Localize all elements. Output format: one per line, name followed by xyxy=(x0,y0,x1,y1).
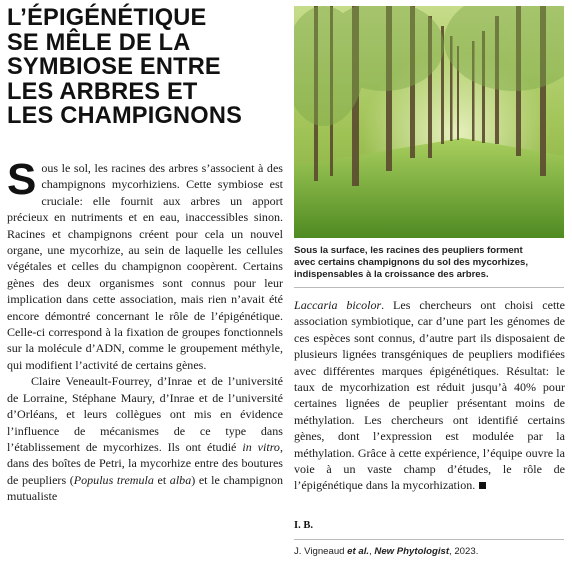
poplar-forest-image xyxy=(294,6,564,238)
photo-caption xyxy=(294,245,566,281)
reference-etal: et al. xyxy=(347,546,370,557)
caption-line-1: Sous la surface, les racines des peupliers forment xyxy=(294,245,523,256)
bibliographic-reference xyxy=(294,546,478,557)
headline-line-4: LES ARBRES ET xyxy=(7,78,198,105)
species-name-populus: Populus tremula xyxy=(73,472,154,487)
paragraph-1-text: ous le sol, les racines des arbres s’associent à des champignons mycorhiziens. Cette symbiose est cruciale: elle fournit aux arbres un apport précieux en nutriments et en eau, inaccessibles sinon. Racines et champignons créent pour cela un nouvel organe, une mycorhize, au sein de laquelle les cellules végétales et celles du champignon coopèrent. Certains gènes des deux organismes sont connus pour leur implication dans cette association, mais rien n’avait été encore démontré concernant le rôle de l’épigénétique. Celle-ci correspond à la fixation de groupes fonctionnels sur la molécule d’ADN, comme le groupement méthyle, qui modifient l’activité de certains gènes. xyxy=(7,161,283,372)
article-paragraph-1 xyxy=(7,155,283,373)
article-paragraph-3 xyxy=(294,297,565,494)
author-initials: I. B. xyxy=(294,520,313,531)
headline-line-5: LES CHAMPIGNONS xyxy=(7,103,243,130)
reference-separator: , xyxy=(369,546,375,557)
reference-year: , 2023. xyxy=(449,546,479,557)
in-vitro-term: in vitro xyxy=(242,439,280,454)
drop-cap: S xyxy=(7,155,37,204)
species-name-alba: alba xyxy=(169,472,192,487)
caption-line-3: indispensables à la croissance des arbres. xyxy=(294,269,489,280)
headline-line-1: L’ÉPIGÉNÉTIQUE xyxy=(7,5,207,31)
caption-divider xyxy=(294,287,564,288)
poplar-forest-photo xyxy=(294,6,564,238)
reference-journal: New Phytologist xyxy=(374,546,450,557)
end-of-article-square xyxy=(479,482,486,489)
paragraph-2-text-d: ) et le champignon mutualiste xyxy=(7,472,283,504)
article-right-column xyxy=(294,297,565,494)
species-name-laccaria: Laccaria bicolor xyxy=(294,298,382,312)
headline-line-3: SYMBIOSE ENTRE xyxy=(7,54,221,81)
reference-divider xyxy=(294,539,564,540)
caption-line-2: avec certains champignons du sol des mycorhizes, xyxy=(294,257,529,268)
paragraph-2-text-a: Claire Veneault-Fourrey, d’Inrae et de l’université de Lorraine, Stéphane Maury, d’Inrae et de l’université d’Orléans, et leurs collègues ont mis en évidence l’influence de mécanismes de ce type dans l’établissement de mycorhizes. Ils ont étudié xyxy=(7,374,283,454)
paragraph-2-text-c: et xyxy=(153,472,170,487)
headline xyxy=(7,6,287,129)
paragraph-2-text-b: , dans des boîtes de Petri, la mycorhize entre des boutures de peupliers ( xyxy=(7,439,283,487)
article-left-column xyxy=(7,155,283,505)
paragraph-3-text: . Les chercheurs ont choisi cette association symbiotique, car d’une part les génomes de ces espèces sont connus, d’autre part ils disposaient de plusieurs lignées transgéniques de peupliers modifiées avec différentes marques épigénétiques. Résultat: le taux de mycorhization est réduit jusqu’à 40% pour certaines lignées de peuplier présentant moins de méthylation. Les chercheurs ont identifié certains gènes, dont l’expression est modulée par la méthylation. Grâce à cette expérience, l’équipe ouvre la voie à un vaste champ d’études, le rôle de l’épigénétique dans la mycorhization. xyxy=(294,298,565,493)
reference-authors: J. Vigneaud xyxy=(294,546,348,557)
article-paragraph-2 xyxy=(7,373,283,504)
headline-line-2: SE MÊLE DE LA xyxy=(7,29,191,56)
